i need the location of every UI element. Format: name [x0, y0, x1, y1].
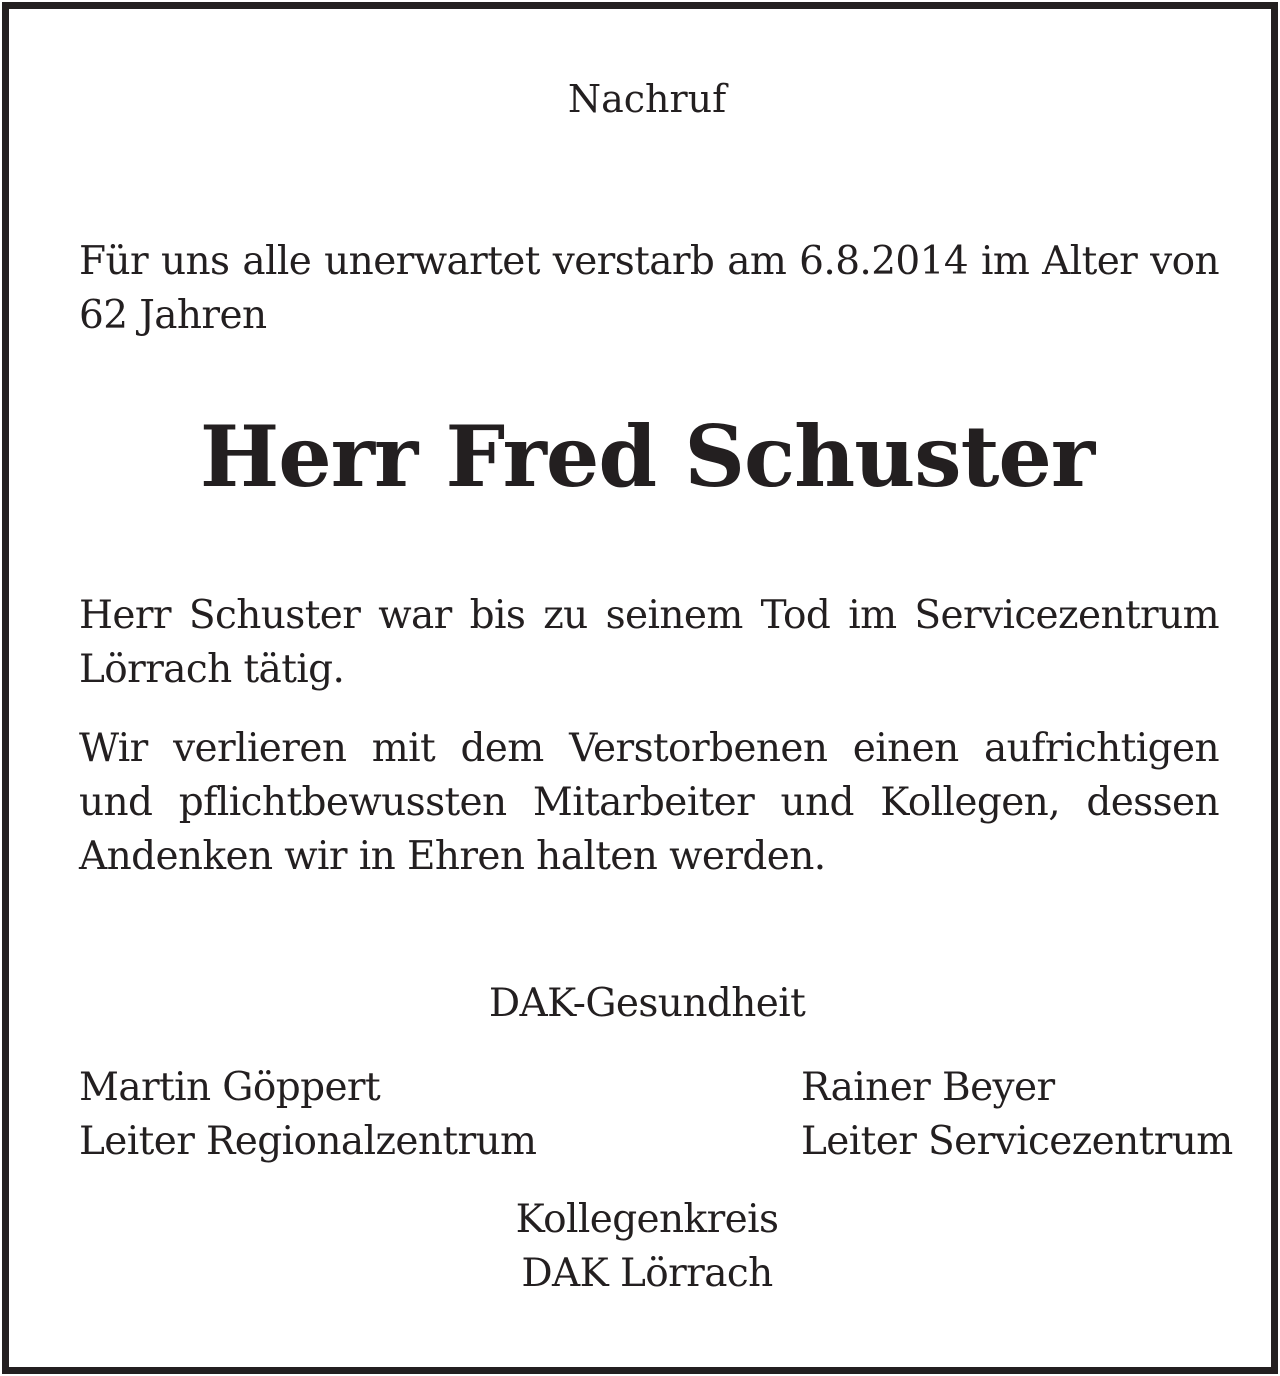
signer-right-name: Rainer Beyer: [801, 1065, 1055, 1110]
colleagues-line-1: Kollegenkreis: [515, 1197, 779, 1242]
signer-right: [801, 1061, 1233, 1169]
intro-text: Für uns alle unerwartet verstarb am 6.8.2014 im Alter von 62 Jahren: [79, 239, 1219, 338]
signer-right-role: Leiter Servicezentrum: [801, 1119, 1233, 1164]
signer-left-name: Martin Göppert: [79, 1065, 381, 1110]
workplace-text: Herr Schuster war bis zu seinem Tod im Servicezentrum Lörrach tätig.: [79, 593, 1219, 692]
signer-left-role: Leiter Regionalzentrum: [79, 1119, 537, 1164]
obituary-frame: [2, 2, 1278, 1374]
tribute-text: Wir verlieren mit dem Verstorbenen einen aufrichtigen und pflichtbewussten Mitarbeiter und Kollegen, dessen Andenken wir in Ehren halten werden.: [79, 726, 1219, 879]
colleagues-signature: [9, 1193, 1280, 1301]
deceased-name: Herr Fred Schuster: [199, 407, 1095, 506]
signer-left: [79, 1061, 536, 1169]
obituary-heading: Nachruf: [567, 77, 727, 121]
colleagues-line-2: DAK Lörrach: [521, 1251, 773, 1296]
company-name: DAK-Gesundheit: [488, 981, 806, 1026]
